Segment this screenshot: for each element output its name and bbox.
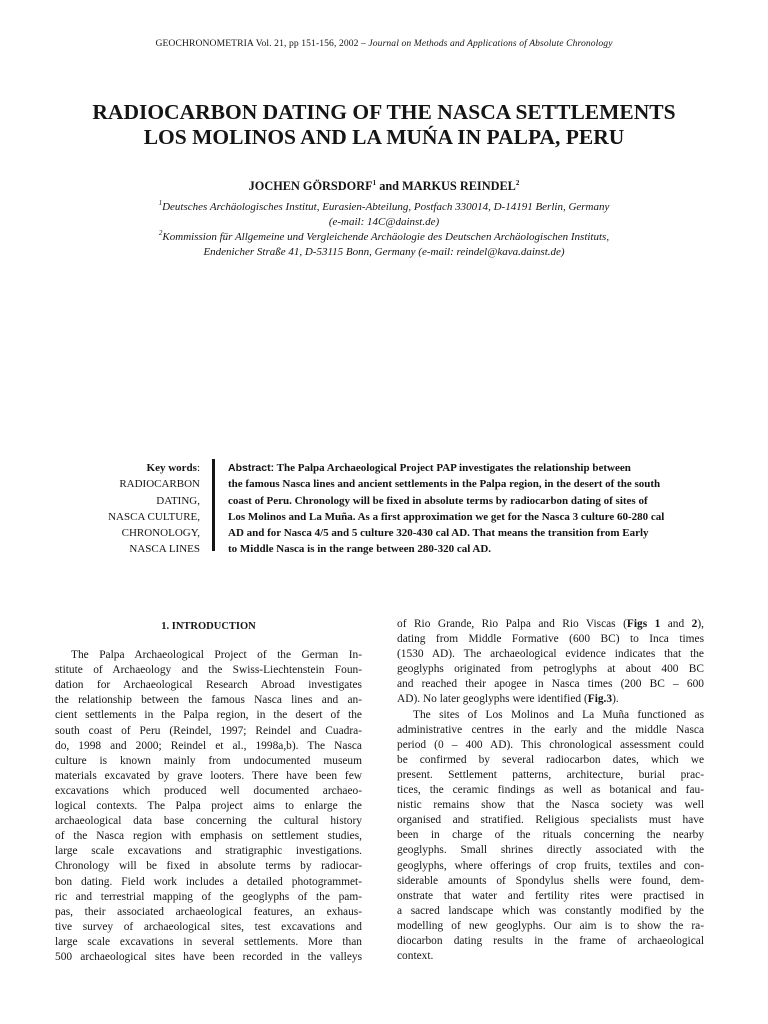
text-span: and (660, 618, 692, 630)
text-line: large scale excavations and stratigraphic investigations. (55, 845, 362, 858)
text-line: cient settlements in the Palpa region, in the desert of the (55, 709, 362, 722)
text-span: AD). No later geoglyphs were identified ( (397, 693, 588, 706)
text-span: of Rio Grande, Rio Palpa and Rio Viscas ( (397, 618, 627, 630)
text-line (397, 617, 704, 632)
text-line: context. (397, 950, 434, 963)
text-line: and reached their apogee in Nasca times (200 BC – 600 (397, 678, 704, 691)
text-line: excavations which produced well documented archaeo- (55, 784, 362, 797)
text-line: ric and terrestrial mapping of the geoglyphs of the pam- (55, 890, 362, 903)
text-line (397, 692, 704, 707)
text-line: dation for Archaeological Research Abroad investigates (55, 679, 362, 692)
author-2-affil-marker: 2 (515, 179, 520, 187)
affiliation-1-email: (e-mail: 14C@dainst.de) (328, 216, 440, 228)
figure-reference: 2 (691, 618, 698, 630)
figure-reference: Fig.3 (587, 693, 613, 706)
affiliation-1-text: Deutsches Archäologisches Institut, Eurasien-Abteilung, Postfach 330014, D-14191 Berlin, Germany (162, 201, 610, 213)
text-line: stitute of Archaeology and the Swiss-Liechtenstein Foun- (55, 664, 362, 677)
affiliation-2-text: Kommission für Allgemeine und Vergleichende Archäologie des Deutschen Archäologischen Instituts, (162, 231, 610, 243)
text-line: organised and stratified. Religious specialists must have (397, 814, 704, 827)
text-line: dating from Middle Formative (600 BC) to Inca times (397, 633, 704, 646)
text-line: been in charge of the rituals concerning the nearby (397, 829, 704, 842)
affiliation-1-line-1 (60, 200, 708, 215)
intro-paragraph-1-continued (397, 617, 704, 708)
figure-reference: Figs 1 (626, 618, 661, 630)
text-line: culture is known mainly from undocumented museum (55, 754, 362, 767)
text-span: ), (697, 618, 704, 630)
text-line: of the Nasca region with emphasis on settlement studies, (55, 830, 362, 843)
text-line: geoglyphs, where offerings of crop fruits, textiles and con- (397, 859, 704, 872)
affiliation-2-marker: 2 (158, 229, 163, 237)
text-line: materials excavated by grave looters. There have been few (55, 769, 362, 782)
intro-paragraph-2 (397, 708, 704, 965)
abstract-line: the famous Nasca lines and ancient settlements in the Palpa region, in the desert of the south (228, 478, 661, 491)
text-line: present. Settlement patterns, architecture, burial prac- (397, 768, 704, 781)
text-line: tive survey of archaeological sites, test excavations and (55, 920, 362, 933)
text-span: ). (612, 693, 619, 706)
text-line: a sacred landscape which was constantly modified by the (397, 904, 704, 917)
text-line: 500 archaeological sites have been recorded in the valleys (55, 950, 362, 963)
text-line: Chronology will be fixed in absolute terms by radiocar- (55, 860, 362, 873)
text-line: pas, their associated archaeological features, an exhaus- (55, 905, 362, 918)
body-column-right (397, 617, 704, 964)
keywords-heading-line (60, 460, 200, 476)
text-line: The sites of Los Molinos and La Muña functioned as (413, 708, 704, 721)
text-line: administrative centres in the early and the middle Nasca (397, 723, 704, 736)
keywords-divider (212, 459, 215, 551)
author-1-affil-marker: 1 (372, 179, 377, 187)
text-line: (1530 AD). The archaeological evidence indicates that the (397, 648, 704, 661)
text-line: geoglyphs originated from petroglyphs at about 400 BC (397, 663, 704, 676)
text-line: geoglyphs. Small shrines directly associated with the (397, 844, 704, 857)
text-line: do, 1998 and 2000; Reindel et al., 1998a,b). The Nasca (55, 739, 362, 752)
keyword-item: DATING, (156, 494, 200, 507)
title-line-2: LOS MOLINOS AND LA MUŃA IN PALPA, PERU (143, 125, 625, 149)
body-column-left (55, 619, 362, 965)
text-line: diocarbon dating results in the frame of archaeological (397, 934, 704, 947)
keyword-item: CHRONOLOGY, (121, 527, 200, 540)
keywords-block (60, 460, 200, 558)
abstract-text: The Palpa Archaeological Project PAP investigates the relationship between (274, 462, 631, 474)
keyword-item: RADIOCARBON (119, 478, 200, 491)
text-line: The Palpa Archaeological Project of the German In- (71, 649, 362, 662)
paper-title (30, 100, 738, 150)
abstract-line: coast of Peru. Chronology will be fixed in absolute terms by radiocarbon dating of sites of (228, 494, 648, 507)
abstract-line: Los Molinos and La Muña. As a first approximation we get for the Nasca 3 culture 60-280 cal (228, 510, 665, 523)
keyword-item: NASCA LINES (129, 543, 200, 556)
abstract-line (228, 460, 704, 476)
authors-conjunction: and (376, 179, 403, 193)
text-line: siderable amounts of Spondylus shells were found, dem- (397, 874, 704, 887)
affiliation-2-address: Endenicher Straße 41, D-53115 Bonn, Germany (e-mail: reindel@kava.dainst.de) (203, 246, 565, 258)
author-2: MARKUS REINDEL (402, 179, 516, 193)
keywords-colon: : (196, 462, 200, 474)
journal-citation: GEOCHRONOMETRIA Vol. 21, pp 151-156, 2002 – (155, 38, 369, 49)
text-line: south coast of Peru (Reindel, 1997; Reindel and Cuadra- (55, 724, 362, 737)
author-1: JOCHEN GÖRSDORF (248, 179, 373, 193)
intro-paragraph-1 (55, 648, 362, 965)
abstract-line: AD and for Nasca 4/5 and 5 culture 320-430 cal AD. That means the transition from Early (228, 527, 649, 540)
text-line: onstrate that water and fertility rites were practised in (397, 889, 704, 902)
affiliation-2 (60, 230, 708, 260)
abstract-line: to Middle Nasca is in the range between 280-320 cal AD. (228, 543, 492, 556)
text-line: the relationship between the famous Nasca lines and an- (55, 694, 362, 707)
authors (0, 179, 768, 194)
title-line-1: RADIOCARBON DATING OF THE NASCA SETTLEMENTS (92, 100, 676, 124)
affiliation-1 (60, 200, 708, 230)
text-line: be confirmed by several radiocarbon dates, which we (397, 753, 704, 766)
journal-header (0, 38, 768, 49)
text-line: logical contexts. The Palpa project aims to enlarge the (55, 800, 362, 813)
text-line: bon dating. Field work includes a detailed photogrammet- (55, 875, 362, 888)
keywords-heading: Key words (146, 462, 197, 474)
text-line: nistic remains show that the Nasca society was well (397, 799, 704, 812)
text-line: large scale excavations in several settlements. More than (55, 935, 362, 948)
keyword-item: NASCA CULTURE, (108, 510, 200, 523)
journal-name: Journal on Methods and Applications of Absolute Chronology (368, 38, 613, 49)
text-line: modelling of new geoglyphs. Our aim is to show the ra- (397, 919, 704, 932)
section-heading-introduction: 1. INTRODUCTION (161, 621, 256, 632)
abstract-label: Abstract: (228, 462, 275, 474)
text-line: period (0 – 400 AD). This chronological assessment could (397, 738, 704, 751)
abstract (228, 460, 704, 558)
text-line: archaeological data base concerning the cultural history (55, 815, 362, 828)
affiliation-2-line-1 (60, 230, 708, 245)
text-line: tices, the ceramic findings as well as botanical and fau- (397, 784, 704, 797)
affiliation-1-marker: 1 (158, 199, 163, 207)
